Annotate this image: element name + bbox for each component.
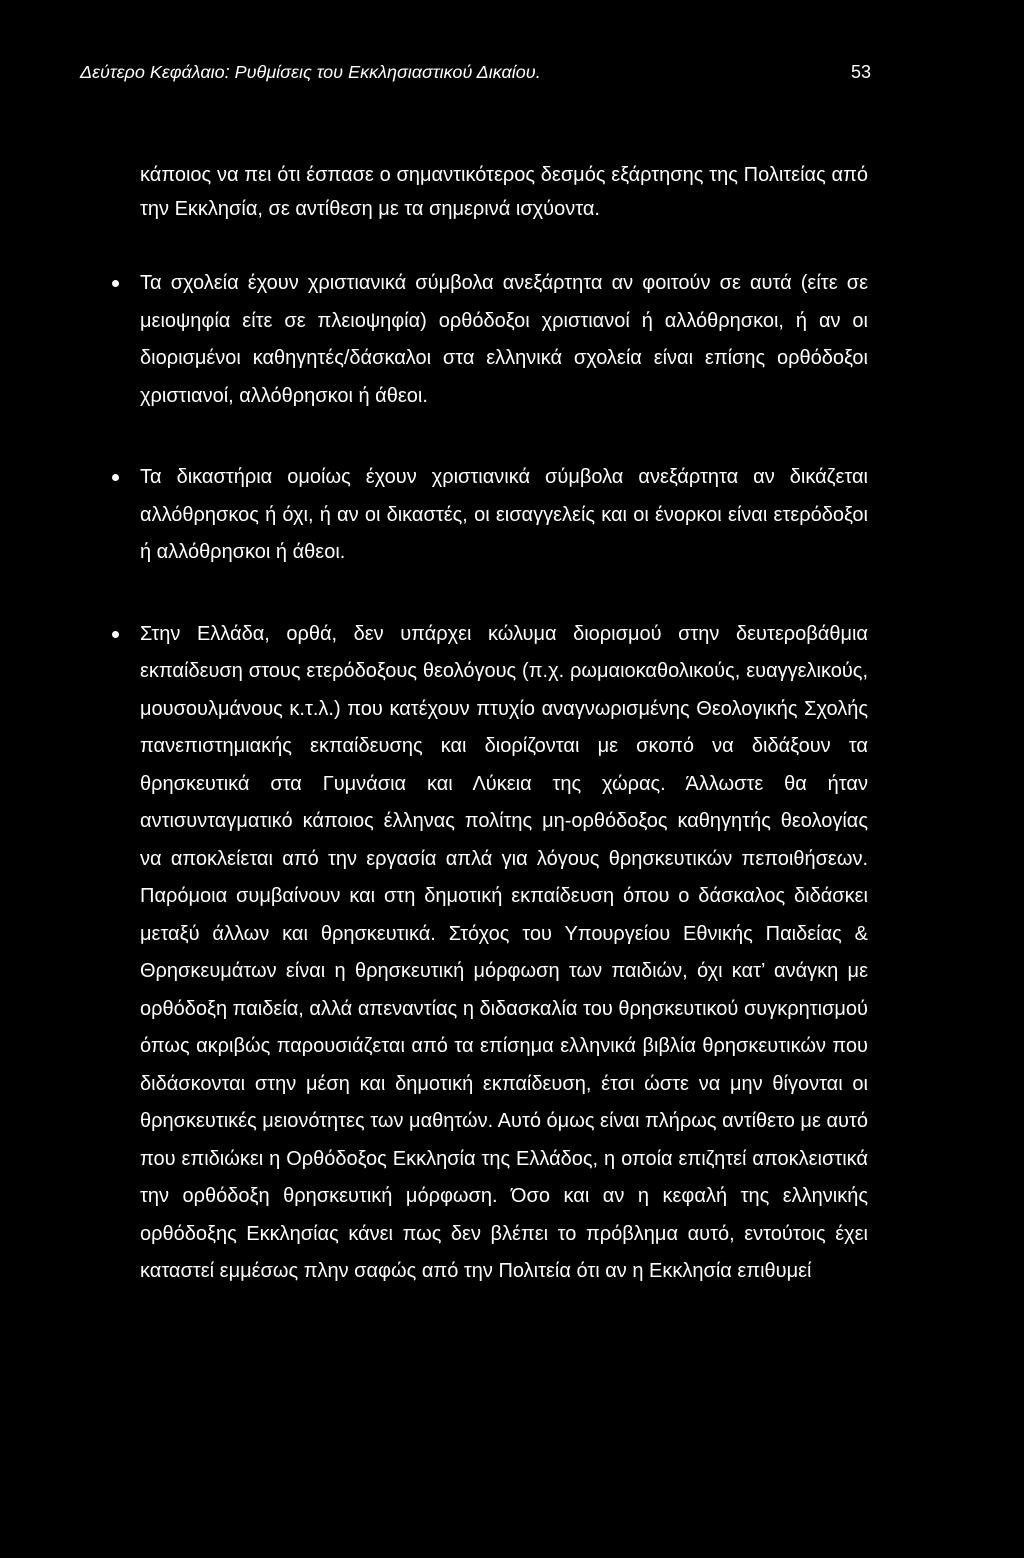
bullet-text: Τα δικαστήρια ομοίως έχουν χριστιανικά σύμβολα ανεξάρτητα αν δικάζεται αλλόθρησκος ή όχι, ή αν οι δικαστές, οι εισαγγελείς και οι ένορκοι είναι ετερόδοξοι ή αλλόθρησκοι ή άθεοι. (140, 466, 868, 563)
bullet-list (140, 265, 868, 1291)
page-number: 53 (850, 62, 871, 82)
bullet-icon (112, 631, 119, 638)
intro-paragraph: κάποιος να πει ότι έσπασε ο σημαντικότερος δεσμός εξάρτησης της Πολιτείας από την Εκκλησία, σε αντίθεση με τα σημερινά ισχύοντα. (140, 164, 868, 220)
running-header-title: Δεύτερο Κεφάλαιο: Ρυθμίσεις του Εκκλησιαστικού Δικαίου. (80, 62, 541, 82)
bullet-item-courts (140, 459, 868, 572)
bullet-item-education (140, 616, 868, 1291)
bullet-item-schools (140, 265, 868, 415)
bullet-icon (112, 474, 119, 481)
page-header (80, 60, 871, 84)
bullet-icon (112, 280, 119, 287)
page-body (140, 158, 868, 1291)
bullet-text: Τα σχολεία έχουν χριστιανικά σύμβολα ανεξάρτητα αν φοιτούν σε αυτά (είτε σε μειοψηφία είτε σε πλειοψηφία) ορθόδοξοι χριστιανοί ή αλλόθρησκοι, ή αν οι διορισμένοι καθηγητές/δάσκαλοι στα ελληνικά σχολεία είναι επίσης ορθόδοξοι χριστιανοί, αλλόθρησκοι ή άθεοι. (140, 272, 868, 407)
bullet-text: Στην Ελλάδα, ορθά, δεν υπάρχει κώλυμα διορισμού στην δευτεροβάθμια εκπαίδευση στους ετερόδοξους θεολόγους (π.χ. ρωμαιοκαθολικούς, ευαγγελικούς, μουσουλμάνους κ.τ.λ.) που κατέχουν πτυχίο αναγνωρισμένης Θεολογικής Σχολής πανεπιστημιακής εκπαίδευσης και διορίζονται με σκοπό να διδάξουν τα θρησκευτικά στα Γυμνάσια και Λύκεια της χώρας. Άλλωστε θα ήταν αντισυνταγματικό κάποιος έλληνας πολίτης μη-ορθόδοξος καθηγητής θεολογίας να αποκλείεται από την εργασία απλά για λόγους θρησκευτικών πεποιθήσεων. Παρόμοια συμβαίνουν και στη δημοτική εκπαίδευση όπου ο δάσκαλος διδάσκει μεταξύ άλλων και θρησκευτικά. Στόχος του Υπουργείου Εθνικής Παιδείας & Θρησκευμάτων είναι η θρησκευτική μόρφωση των παιδιών, όχι κατ’ ανάγκη με ορθόδοξη παιδεία, αλλά απεναντίας η διδασκαλία του θρησκευτικού συγκρητισμού όπως ακριβώς παρουσιάζεται από τα επίσημα ελληνικά βιβλία θρησκευτικών που διδάσκονται στην μέση και δημοτική εκπαίδευση, έτσι ώστε να μην θίγονται οι θρησκευτικές μειονότητες των μαθητών. Αυτό όμως είναι πλήρως αντίθετο με αυτό που επιδιώκει η Ορθόδοξος Εκκλησία της Ελλάδος, η οποία επιζητεί αποκλειστικά την ορθόδοξη θρησκευτική μόρφωση. Όσο και αν η κεφαλή της ελληνικής ορθόδοξης Εκκλησίας κάνει πως δεν βλέπει το πρόβλημα αυτό, εντούτοις έχει καταστεί εμμέσως πλην σαφώς από την Πολιτεία ότι αν η Εκκλησία επιθυμεί (140, 622, 868, 1282)
